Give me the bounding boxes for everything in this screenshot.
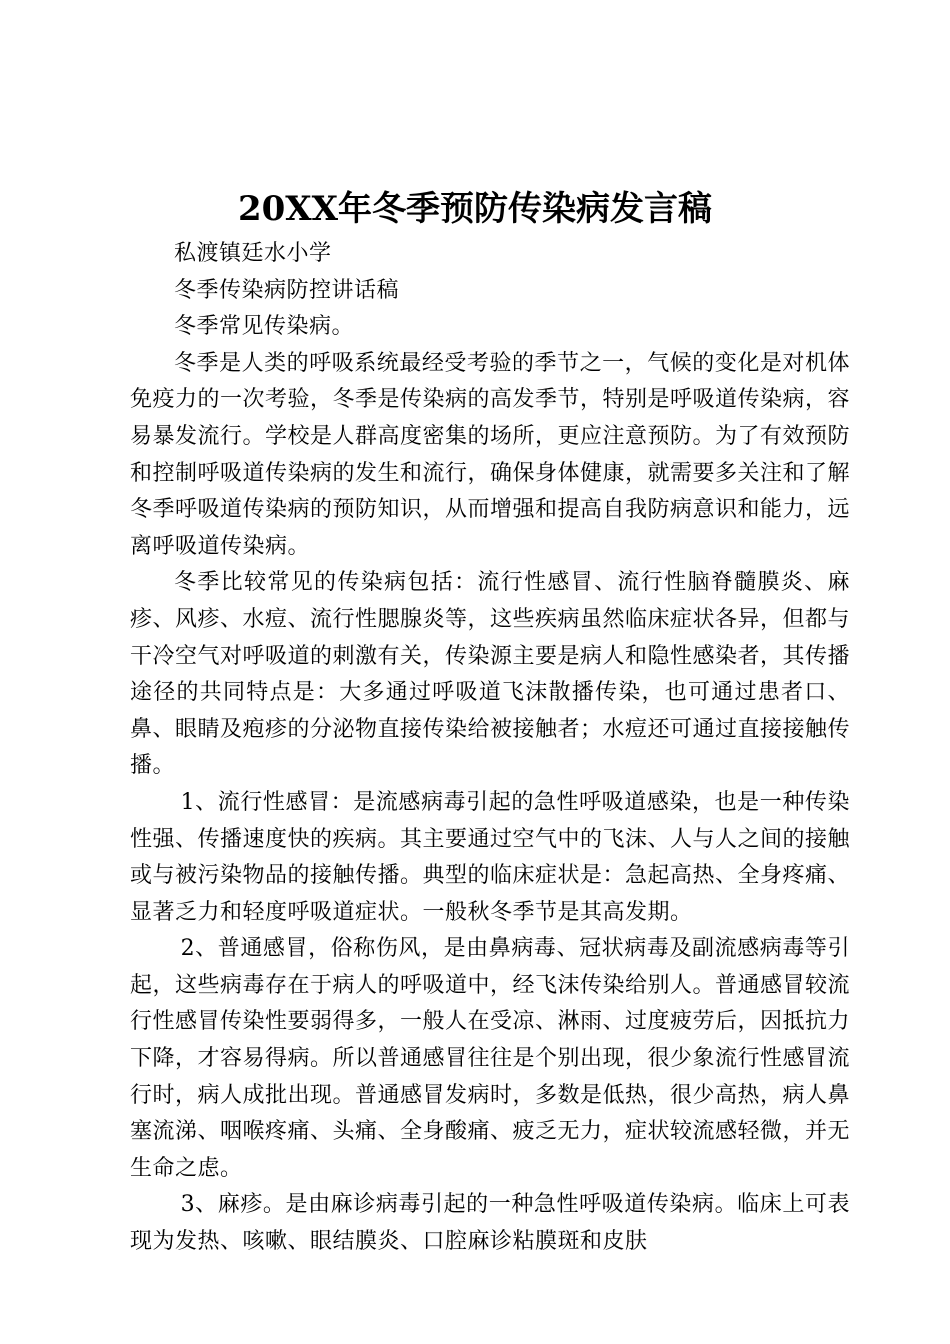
school-name-paragraph: 私渡镇廷水小学 xyxy=(174,241,332,266)
speech-subtitle-paragraph: 冬季传染病防控讲话稿 xyxy=(174,277,400,303)
intro-paragraph: 冬季是人类的呼吸系统最经受考验的季节之一，气候的变化是对机体免疫力的一次考验，冬季是传染病的高发季节，特别是呼吸道传染病，容易暴发流行。学校是人群高度密集的场所，更应注意预防。为了有效预防和控制呼吸道传染病的发生和流行，确保身体健康，就需要多关注和了解冬季呼吸道传染病的预防知识，从而增强和提高自我防病意识和能力，远离呼吸道传染病。 xyxy=(130,350,851,559)
measles-paragraph: 3、麻疹。是由麻诊病毒引起的一种急性呼吸道传染病。临床上可表现为发热、咳嗽、眼结膜炎、口腔麻诊粘膜斑和皮肤 xyxy=(130,1192,850,1255)
document-body xyxy=(130,236,850,1261)
influenza-paragraph: 1、流行性感冒：是流感病毒引起的急性呼吸道感染，也是一种传染性强、传播速度快的疾病。其主要通过空气中的飞沫、人与人之间的接触或与被污染物品的接触传播。典型的临床症状是：急起高热、全身疼痛、显著乏力和轻度呼吸道症状。一般秋冬季节是其高发期。 xyxy=(130,789,851,925)
common-cold-paragraph: 2、普通感冒，俗称伤风，是由鼻病毒、冠状病毒及副流感病毒等引起，这些病毒存在于病人的呼吸道中，经飞沫传染给别人。普通感冒较流行性感冒传染性要弱得多，一般人在受凉、淋雨、过度疲劳后，因抵抗力下降，才容易得病。所以普通感冒往往是个别出现，很少象流行性感冒流行时，病人成批出现。普通感冒发病时，多数是低热，很少高热，病人鼻塞流涕、咽喉疼痛、头痛、全身酸痛、疲乏无力，症状较流感轻微，并无生命之虑。 xyxy=(130,936,851,1181)
common-diseases-paragraph: 冬季比较常见的传染病包括：流行性感冒、流行性脑脊髓膜炎、麻疹、风疹、水痘、流行性腮腺炎等，这些疾病虽然临床症状各异，但都与干冷空气对呼吸道的刺激有关，传染源主要是病人和隐性感染者，其传播途径的共同特点是：大多通过呼吸道飞沫散播传染，也可通过患者口、鼻、眼睛及疱疹的分泌物直接传染给被接触者；水痘还可通过直接接触传播。 xyxy=(130,570,851,779)
document-title: 20XX年冬季预防传染病发言稿 xyxy=(237,189,713,229)
section-heading-paragraph: 冬季常见传染病。 xyxy=(174,314,355,340)
